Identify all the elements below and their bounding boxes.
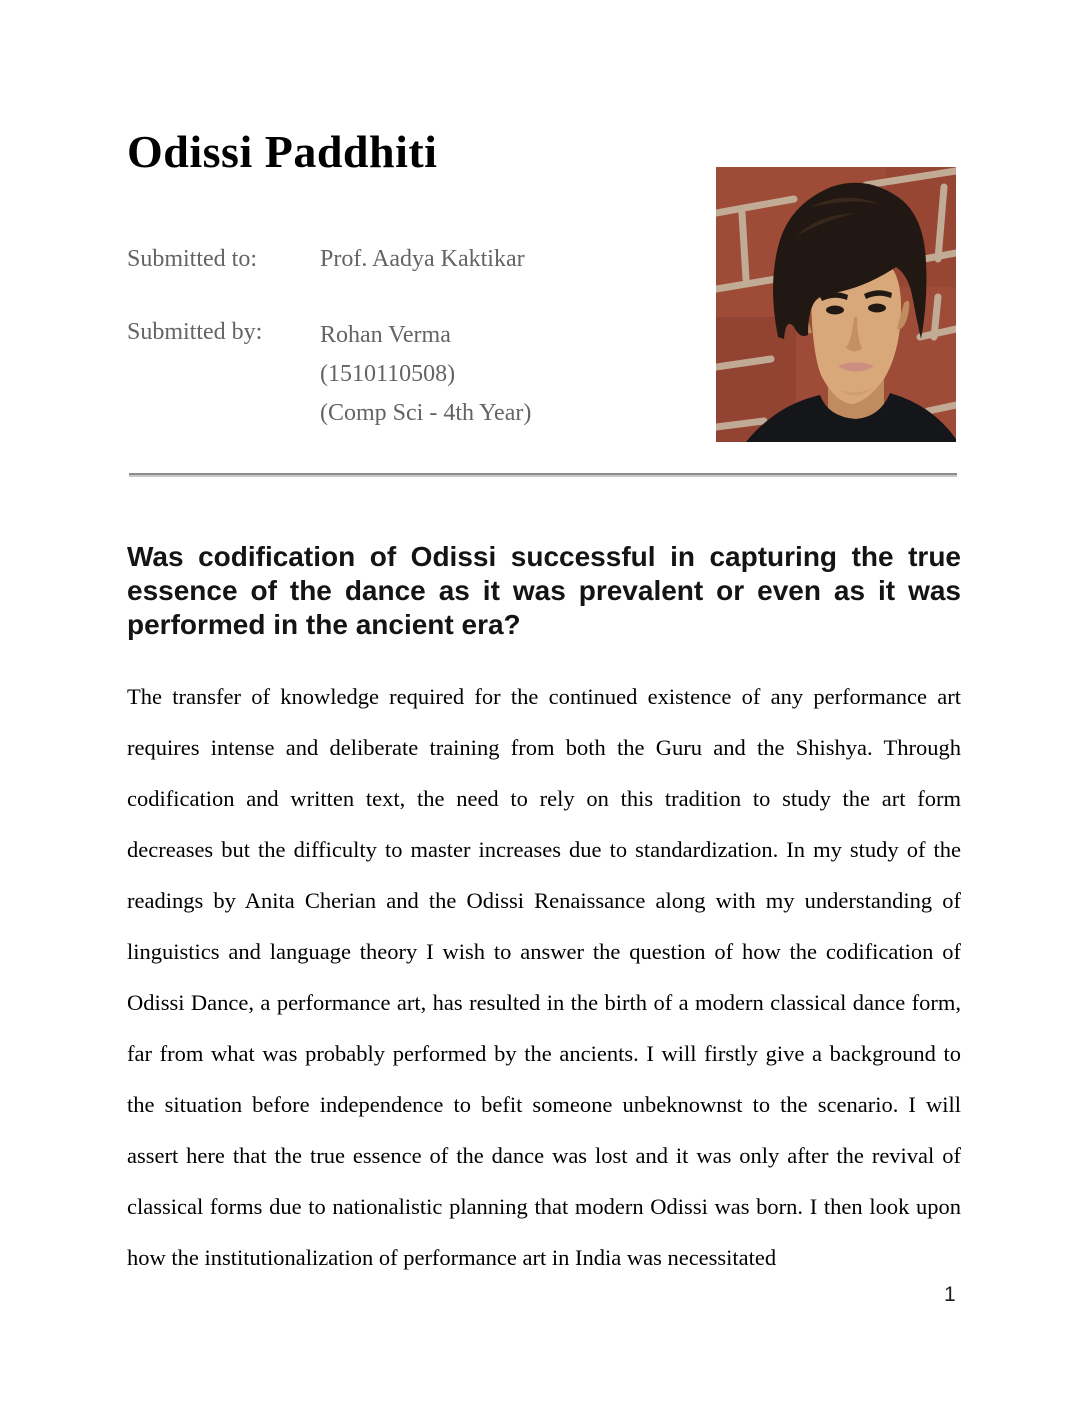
submitted-to-row xyxy=(127,243,525,275)
student-photo xyxy=(716,167,956,442)
submitted-by-name: Rohan Verma xyxy=(320,322,451,348)
submitted-by-label: Submitted by: xyxy=(127,319,263,345)
student-photo-illustration xyxy=(716,167,956,442)
submitted-by-program: (Comp Sci - 4th Year) xyxy=(320,400,532,426)
question-heading: Was codification of Odissi successful in capturing the true essence of the dance as it was prevalent or even as it was performed in the ancient era? xyxy=(127,541,961,640)
submitted-by-row xyxy=(127,316,531,433)
page-number: 1 xyxy=(944,1283,956,1306)
submitted-to-value: Prof. Aadya Kaktikar xyxy=(320,246,525,272)
horizontal-divider xyxy=(129,473,957,477)
document-title: Odissi Paddhiti xyxy=(127,126,438,177)
body-paragraph: The transfer of knowledge required for the continued existence of any performance art requires intense and deliberate training from both the Guru and the Shishya. Through codification and written text, the need to rely on this tradition to study the art form decreases but the difficulty to master increases due to standardization. In my study of the readings by Anita Cherian and the Odissi Renaissance along with my understanding of linguistics and language theory I wish to answer the question of how the codification of Odissi Dance, a performance art, has resulted in the birth of a modern classical dance form, far from what was probably performed by the ancients. I will firstly give a background to the situation before independence to befit someone unbeknownst to the scenario. I will assert here that the true essence of the dance was lost and it was only after the revival of classical forms due to nationalistic planning that modern Odissi was born. I then look upon how the institutionalization of performance art in India was necessitated xyxy=(127,684,961,1270)
submitted-by-values xyxy=(320,316,531,433)
submitted-to-label: Submitted to: xyxy=(127,246,258,272)
submitted-by-roll-number: (1510110508) xyxy=(320,361,456,387)
